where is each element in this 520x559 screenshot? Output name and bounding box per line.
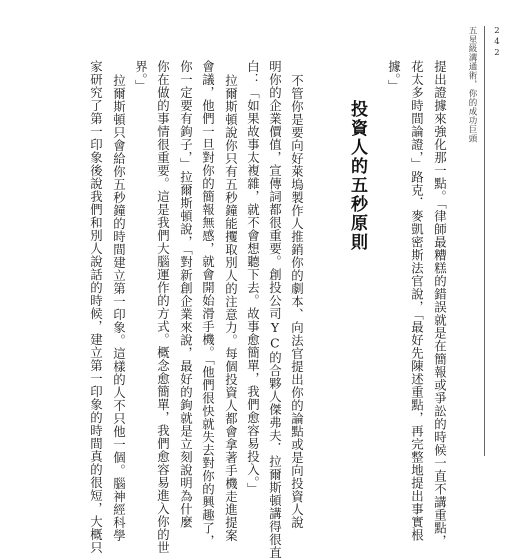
text-column-14: 拉爾斯頓只會給你五秒鐘的時間建立第一印象。這樣的人不只他一個。腦神經科學: [111, 74, 127, 542]
section-heading: 投資人的五秒原則: [347, 100, 367, 252]
text-column-8: 白：「如果故事太複雜，就不會想聽下去。故事愈簡單，我們愈容易投入。」: [245, 60, 261, 496]
text-column-11: 你一定要有鉤子，」拉爾斯頓說，「對新創企業來說，最好的鉤就是立刻說明為什麼: [178, 60, 194, 529]
text-column-7: 明你的企業價值，宣傳詞都很重要。創投公司YC的合夥人傑弗夫．拉爾斯頓講得很直: [267, 60, 283, 559]
text-column-6: 不管你是要向好萊塢製作人推銷你的劇本、向法官提出你的論點或是向投資人說: [289, 74, 305, 529]
text-column-13: 界。」: [133, 60, 149, 93]
text-column-2: 花太多時間論證，」路克．麥凱密斯法官說，「最好先陳述重點，再完整地提出事實根: [409, 60, 425, 542]
running-title: 五星級溝通術，你的成功巨頭: [467, 26, 477, 143]
header-rule: [484, 26, 485, 456]
text-column-1: 提出證據來強化那一點。「律師最糟糕的錯誤就是在簡報或爭訟的時候一直不講重點，: [432, 60, 448, 548]
text-column-9: 拉爾斯頓說你只有五秒鐘能攫取別人的注意力。每個投資人都會拿著手機走進提案: [223, 74, 239, 542]
text-column-3: 據。」: [386, 60, 402, 93]
text-column-15: 家研究了第一印象後說我們和別人說話的時候，建立第一印象的時間真的很短，大概只: [88, 60, 104, 554]
page-number: 242: [492, 26, 502, 59]
text-column-10: 會議，他們一旦對你的簡報無感，就會開始滑手機。「他們很快就失去對你的興趣了，: [200, 60, 216, 548]
text-column-12: 你在做的事情很重要。這是我們大腦運作的方式。概念愈簡單，我們愈容易進入你的世: [155, 60, 171, 554]
